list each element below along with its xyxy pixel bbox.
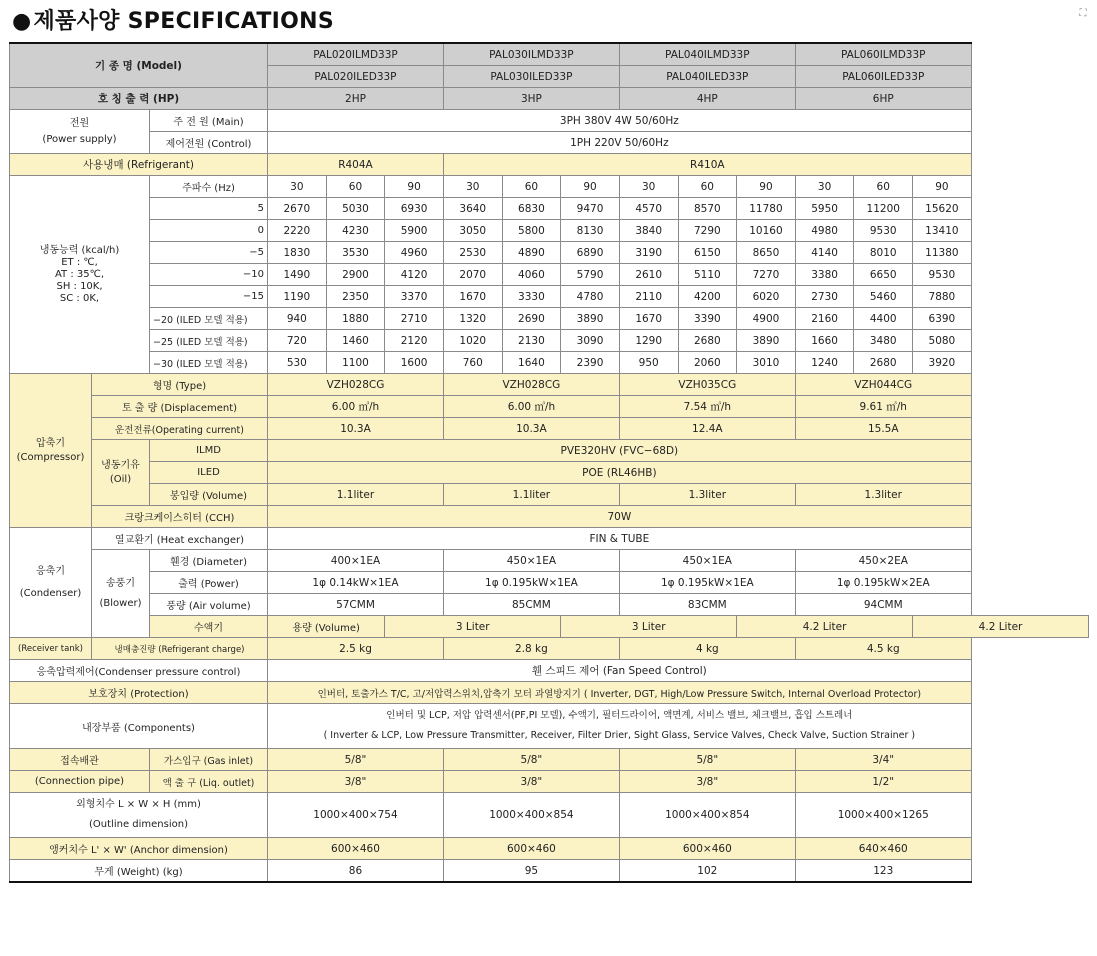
gas-inlet-value: 5/8": [268, 749, 444, 771]
capacity-cell: 2120: [385, 330, 444, 352]
blower-power-value: 1φ 0.195kW×1EA: [443, 572, 619, 594]
gas-inlet-value: 5/8": [443, 749, 619, 771]
liq-outlet-value: 3/8": [443, 771, 619, 793]
capacity-cell: 2350: [326, 286, 385, 308]
freq-cell: 60: [854, 176, 913, 198]
capacity-cell: 2110: [619, 286, 678, 308]
receiver-volume-value: 3 Liter: [385, 616, 561, 638]
capacity-cell: 4120: [385, 264, 444, 286]
compressor-disp-value: 6.00 ㎥/h: [268, 396, 444, 418]
capacity-cell: 1100: [326, 352, 385, 374]
capacity-cell: 11200: [854, 198, 913, 220]
capacity-cell: 5950: [795, 198, 854, 220]
compressor-oil-ilmd-row: [10, 440, 1089, 462]
air-volume-value: 85CMM: [443, 594, 619, 616]
capacity-cell: 1320: [443, 308, 502, 330]
components-value-en: ( Inverter & LCP, Low Pressure Transmitter, Receiver, Filter Drier, Sight Glass, Service Valves, Check Valve, Suction Strainer ): [323, 730, 916, 741]
anchor-value: 600×460: [619, 838, 795, 860]
hex-label: 열교환기 (Heat exchanger): [92, 528, 268, 550]
capacity-cell: 530: [268, 352, 327, 374]
oil-ilmd-label: ILMD: [150, 440, 268, 462]
compressor-current-value: 12.4A: [619, 418, 795, 440]
capacity-cell: 3840: [619, 220, 678, 242]
compressor-current-row: [10, 418, 1089, 440]
capacity-cell: 2730: [795, 286, 854, 308]
compressor-disp-value: 6.00 ㎥/h: [443, 396, 619, 418]
compressor-disp-label: 토 출 량 (Displacement): [92, 396, 268, 418]
capacity-cell: 2070: [443, 264, 502, 286]
capacity-cell: 9470: [561, 198, 620, 220]
capacity-cell: 1670: [443, 286, 502, 308]
capacity-cell: 8570: [678, 198, 737, 220]
weight-row: [10, 860, 1089, 883]
air-volume-value: 57CMM: [268, 594, 444, 616]
capacity-cell: 6890: [561, 242, 620, 264]
capacity-cell: 11380: [913, 242, 972, 264]
air-volume-label: 풍량 (Air volume): [150, 594, 268, 616]
capacity-cell: 3530: [326, 242, 385, 264]
capacity-cell: 4060: [502, 264, 561, 286]
capacity-row: [10, 352, 1089, 374]
capacity-cell: 3330: [502, 286, 561, 308]
receiver-volume-label: 용량 (Volume): [268, 616, 385, 638]
weight-value: 86: [268, 860, 444, 883]
outline-value: 1000×400×1265: [795, 793, 971, 838]
weight-value: 123: [795, 860, 971, 883]
capacity-cell: 13410: [913, 220, 972, 242]
components-value-ko: 인버터 및 LCP, 저압 압력센서(PF,PI 모델), 수액기, 필터드라이어, 액면계, 서비스 밸브, 체크밸브, 흡입 스트레너: [386, 710, 853, 721]
anchor-value: 600×460: [443, 838, 619, 860]
oil-iled-label: ILED: [150, 462, 268, 484]
oil-volume-value: 1.3liter: [795, 484, 971, 506]
blower-power-value: 1φ 0.195kW×2EA: [795, 572, 971, 594]
compressor-disp-value: 9.61 ㎥/h: [795, 396, 971, 418]
model-ilmd-3: PAL040ILMD33P: [619, 43, 795, 66]
liq-outlet-value: 3/8": [619, 771, 795, 793]
capacity-cell: 2220: [268, 220, 327, 242]
capacity-cell: 5030: [326, 198, 385, 220]
capacity-cell: 2530: [443, 242, 502, 264]
compressor-current-value: 10.3A: [443, 418, 619, 440]
evap-temp-label: 0: [150, 220, 268, 242]
hp-value: 4HP: [619, 88, 795, 110]
compressor-type-row: [10, 374, 1089, 396]
capacity-cell: 2680: [854, 352, 913, 374]
power-control-value: 1PH 220V 50/60Hz: [268, 132, 972, 154]
compressor-current-label: 운전전류(Operating current): [92, 418, 268, 440]
receiver-volume-value: 4.2 Liter: [737, 616, 913, 638]
capacity-cell: 2130: [502, 330, 561, 352]
capacity-cell: 6020: [737, 286, 796, 308]
diameter-value: 450×1EA: [619, 550, 795, 572]
model-iled-2: PAL030ILED33P: [443, 66, 619, 88]
capacity-cell: 2710: [385, 308, 444, 330]
receiver-charge-value: 2.5 kg: [268, 638, 444, 660]
power-main-value: 3PH 380V 4W 50/60Hz: [268, 110, 972, 132]
capacity-cell: 6830: [502, 198, 561, 220]
capacity-cell: 8130: [561, 220, 620, 242]
gas-inlet-value: 5/8": [619, 749, 795, 771]
protection-label: 보호장치 (Protection): [10, 682, 268, 704]
capacity-cell: 7270: [737, 264, 796, 286]
liq-outlet-value: 3/8": [268, 771, 444, 793]
capacity-cell: 1640: [502, 352, 561, 374]
air-volume-value: 94CMM: [795, 594, 971, 616]
receiver-volume-row: [10, 616, 1089, 638]
capacity-cell: 3010: [737, 352, 796, 374]
capacity-cell: 4890: [502, 242, 561, 264]
receiver-charge-value: 2.8 kg: [443, 638, 619, 660]
capacity-cell: 3050: [443, 220, 502, 242]
freq-cell: 90: [385, 176, 444, 198]
diameter-value: 400×1EA: [268, 550, 444, 572]
compressor-current-value: 10.3A: [268, 418, 444, 440]
capacity-cell: 3090: [561, 330, 620, 352]
condenser-air-row: [10, 594, 1089, 616]
freq-cell: 30: [268, 176, 327, 198]
outline-row: [10, 793, 1089, 838]
weight-value: 95: [443, 860, 619, 883]
capacity-cell: 720: [268, 330, 327, 352]
capacity-row: [10, 330, 1089, 352]
receiver-charge-label: 냉매충진량 (Refrigerant charge): [92, 638, 268, 660]
title-text: 제품사양 SPECIFICATIONS: [33, 9, 335, 34]
gas-inlet-value: 3/4": [795, 749, 971, 771]
capacity-cell: 8010: [854, 242, 913, 264]
components-value: [268, 704, 972, 749]
diameter-value: 450×2EA: [795, 550, 971, 572]
power-main-label: 주 전 원 (Main): [150, 110, 268, 132]
capacity-cell: 1240: [795, 352, 854, 374]
model-row-ilmd: [10, 43, 1089, 66]
pressure-control-row: [10, 660, 1089, 682]
gas-inlet-label: 가스입구 (Gas inlet): [150, 749, 268, 771]
capacity-cell: 4200: [678, 286, 737, 308]
freq-cell: 90: [561, 176, 620, 198]
refrigerant-label: 사용냉매 (Refrigerant): [10, 154, 268, 176]
compressor-type-value: VZH044CG: [795, 374, 971, 396]
refrigerant-value-r404a: R404A: [268, 154, 444, 176]
capacity-cell: 6650: [854, 264, 913, 286]
capacity-cell: 2670: [268, 198, 327, 220]
capacity-cell: 5460: [854, 286, 913, 308]
oil-iled-value: POE (RL46HB): [268, 462, 972, 484]
model-iled-3: PAL040ILED33P: [619, 66, 795, 88]
capacity-cell: 4780: [561, 286, 620, 308]
capacity-cell: 5900: [385, 220, 444, 242]
receiver-group-label-top: 수액기: [150, 616, 268, 638]
model-ilmd-2: PAL030ILMD33P: [443, 43, 619, 66]
connection-group-label-top: 접속배관: [10, 749, 150, 771]
pressure-control-label: 응축압력제어(Condenser pressure control): [10, 660, 268, 682]
liq-outlet-label: 액 출 구 (Liq. outlet): [150, 771, 268, 793]
freq-cell: 30: [443, 176, 502, 198]
page-title: [12, 4, 334, 35]
spec-table: [9, 42, 1089, 883]
capacity-cell: 760: [443, 352, 502, 374]
blower-group-label: 송풍기 (Blower): [92, 550, 150, 638]
evap-temp-label: −25 (ILED 모델 적용): [150, 330, 268, 352]
capacity-cell: 3380: [795, 264, 854, 286]
model-ilmd-1: PAL020ILMD33P: [268, 43, 444, 66]
capacity-cell: 6930: [385, 198, 444, 220]
title-bullet: ●: [12, 9, 32, 34]
capacity-cell: 5790: [561, 264, 620, 286]
freq-label: 주파수 (Hz): [150, 176, 268, 198]
capacity-cell: 6150: [678, 242, 737, 264]
freq-cell: 30: [619, 176, 678, 198]
capacity-cell: 1190: [268, 286, 327, 308]
air-volume-value: 83CMM: [619, 594, 795, 616]
blower-power-label: 출력 (Power): [150, 572, 268, 594]
capacity-cell: 4400: [854, 308, 913, 330]
condenser-diameter-row: [10, 550, 1089, 572]
components-row: [10, 704, 1089, 749]
receiver-charge-value: 4.5 kg: [795, 638, 971, 660]
capacity-cell: 1660: [795, 330, 854, 352]
capacity-cell: 940: [268, 308, 327, 330]
compressor-type-value: VZH035CG: [619, 374, 795, 396]
capacity-cell: 2690: [502, 308, 561, 330]
connection-gas-row: [10, 749, 1089, 771]
capacity-cell: 3370: [385, 286, 444, 308]
capacity-cell: 950: [619, 352, 678, 374]
oil-ilmd-value: PVE320HV (FVC−68D): [268, 440, 972, 462]
evap-temp-label: −30 (ILED 모델 적용): [150, 352, 268, 374]
compressor-cch-row: [10, 506, 1089, 528]
protection-row: [10, 682, 1089, 704]
compressor-oil-label: 냉동기유 (Oil): [92, 440, 150, 506]
hp-value: 6HP: [795, 88, 971, 110]
evap-temp-label: 5: [150, 198, 268, 220]
capacity-row: [10, 198, 1089, 220]
refrigerant-row: [10, 154, 1089, 176]
condenser-power-row: [10, 572, 1089, 594]
oil-volume-label: 봉입량 (Volume): [150, 484, 268, 506]
capacity-cell: 1460: [326, 330, 385, 352]
capacity-cell: 3390: [678, 308, 737, 330]
hp-value: 3HP: [443, 88, 619, 110]
cch-value: 70W: [268, 506, 972, 528]
outline-value: 1000×400×754: [268, 793, 444, 838]
receiver-charge-row: [10, 638, 1089, 660]
capacity-cell: 3890: [737, 330, 796, 352]
components-label: 내장부품 (Components): [10, 704, 268, 749]
freq-cell: 30: [795, 176, 854, 198]
capacity-cell: 3640: [443, 198, 502, 220]
receiver-volume-value: 3 Liter: [561, 616, 737, 638]
oil-volume-value: 1.1liter: [443, 484, 619, 506]
anchor-label: 앵커치수 L' × W' (Anchor dimension): [10, 838, 268, 860]
capacity-cell: 4980: [795, 220, 854, 242]
capacity-cell: 10160: [737, 220, 796, 242]
outline-label: 외형치수 L × W × H (mm) (Outline dimension): [10, 793, 268, 838]
compressor-type-value: VZH028CG: [443, 374, 619, 396]
capacity-cell: 7880: [913, 286, 972, 308]
hp-value: 2HP: [268, 88, 444, 110]
cch-label: 크랑크케이스히터 (CCH): [92, 506, 268, 528]
capacity-cell: 4900: [737, 308, 796, 330]
capacity-cell: 6390: [913, 308, 972, 330]
capacity-cell: 4570: [619, 198, 678, 220]
capacity-row: [10, 264, 1089, 286]
compressor-type-value: VZH028CG: [268, 374, 444, 396]
model-label: 기 종 명 (Model): [10, 43, 268, 88]
connection-liq-row: [10, 771, 1089, 793]
compressor-current-value: 15.5A: [795, 418, 971, 440]
capacity-cell: 4960: [385, 242, 444, 264]
capacity-row: [10, 286, 1089, 308]
compressor-disp-value: 7.54 ㎥/h: [619, 396, 795, 418]
capacity-cell: 7290: [678, 220, 737, 242]
capacity-cell: 5800: [502, 220, 561, 242]
capacity-cell: 1020: [443, 330, 502, 352]
capacity-cell: 3920: [913, 352, 972, 374]
capacity-cell: 1490: [268, 264, 327, 286]
compressor-group-label: 압축기 (Compressor): [10, 374, 92, 528]
outline-value: 1000×400×854: [443, 793, 619, 838]
freq-cell: 60: [502, 176, 561, 198]
compressor-oil-volume-row: [10, 484, 1089, 506]
capacity-cell: 3480: [854, 330, 913, 352]
capacity-cell: 1830: [268, 242, 327, 264]
hp-row: [10, 88, 1089, 110]
capacity-cell: 2610: [619, 264, 678, 286]
condenser-group-label: 응축기 (Condenser): [10, 528, 92, 638]
blower-power-value: 1φ 0.14kW×1EA: [268, 572, 444, 594]
capacity-cell: 3190: [619, 242, 678, 264]
capacity-cell: 1670: [619, 308, 678, 330]
anchor-value: 600×460: [268, 838, 444, 860]
capacity-cell: 2060: [678, 352, 737, 374]
capacity-cell: 2680: [678, 330, 737, 352]
capacity-cell: 4140: [795, 242, 854, 264]
freq-cell: 60: [678, 176, 737, 198]
cooling-group-label: 냉동능력 (kcal/h) ET : ℃, AT : 35℃, SH : 10K, SC : 0K,: [10, 176, 150, 374]
receiver-charge-value: 4 kg: [619, 638, 795, 660]
anchor-value: 640×460: [795, 838, 971, 860]
evap-temp-label: −5: [150, 242, 268, 264]
power-control-row: [10, 132, 1089, 154]
compressor-type-label: 형명 (Type): [92, 374, 268, 396]
compressor-oil-iled-row: [10, 462, 1089, 484]
freq-cell: 60: [326, 176, 385, 198]
capacity-cell: 2390: [561, 352, 620, 374]
connection-group-label-bottom: (Connection pipe): [10, 771, 150, 793]
liq-outlet-value: 1/2": [795, 771, 971, 793]
model-ilmd-4: PAL060ILMD33P: [795, 43, 971, 66]
model-iled-4: PAL060ILED33P: [795, 66, 971, 88]
oil-volume-value: 1.3liter: [619, 484, 795, 506]
weight-value: 102: [619, 860, 795, 883]
model-iled-1: PAL020ILED33P: [268, 66, 444, 88]
capacity-cell: 1290: [619, 330, 678, 352]
capacity-cell: 4230: [326, 220, 385, 242]
freq-cell: 90: [737, 176, 796, 198]
compressor-disp-row: [10, 396, 1089, 418]
freq-row: [10, 176, 1089, 198]
capacity-row: [10, 220, 1089, 242]
power-control-label: 제어전원 (Control): [150, 132, 268, 154]
pressure-control-value: 휀 스피드 제어 (Fan Speed Control): [268, 660, 972, 682]
diameter-label: 휀경 (Diameter): [150, 550, 268, 572]
capacity-row: [10, 308, 1089, 330]
capacity-cell: 8650: [737, 242, 796, 264]
hex-value: FIN & TUBE: [268, 528, 972, 550]
receiver-volume-value: 4.2 Liter: [913, 616, 1089, 638]
capacity-cell: 5080: [913, 330, 972, 352]
capacity-cell: 15620: [913, 198, 972, 220]
weight-label: 무게 (Weight) (kg): [10, 860, 268, 883]
outline-value: 1000×400×854: [619, 793, 795, 838]
anchor-row: [10, 838, 1089, 860]
capacity-cell: 9530: [913, 264, 972, 286]
evap-temp-label: −15: [150, 286, 268, 308]
receiver-group-label-bottom: (Receiver tank): [10, 638, 92, 660]
capacity-cell: 5110: [678, 264, 737, 286]
capacity-cell: 3890: [561, 308, 620, 330]
capacity-cell: 2160: [795, 308, 854, 330]
blower-power-value: 1φ 0.195kW×1EA: [619, 572, 795, 594]
protection-value: 인버터, 토출가스 T/C, 고/저압력스위치,압축기 모터 과열방지기 ( Inverter, DGT, High/Low Pressure Switch, Internal Overload Protector): [268, 682, 972, 704]
power-group-label: 전원 (Power supply): [10, 110, 150, 154]
diameter-value: 450×1EA: [443, 550, 619, 572]
capacity-cell: 1600: [385, 352, 444, 374]
oil-volume-value: 1.1liter: [268, 484, 444, 506]
capacity-cell: 2900: [326, 264, 385, 286]
condenser-hex-row: [10, 528, 1089, 550]
capacity-cell: 9530: [854, 220, 913, 242]
evap-temp-label: −10: [150, 264, 268, 286]
power-main-row: [10, 110, 1089, 132]
capacity-cell: 1880: [326, 308, 385, 330]
hp-label: 호 칭 출 력 (HP): [10, 88, 268, 110]
evap-temp-label: −20 (ILED 모델 적용): [150, 308, 268, 330]
freq-cell: 90: [913, 176, 972, 198]
capacity-cell: 11780: [737, 198, 796, 220]
expand-icon[interactable]: ⛶: [1079, 8, 1087, 19]
capacity-row: [10, 242, 1089, 264]
refrigerant-value-r410a: R410A: [443, 154, 971, 176]
